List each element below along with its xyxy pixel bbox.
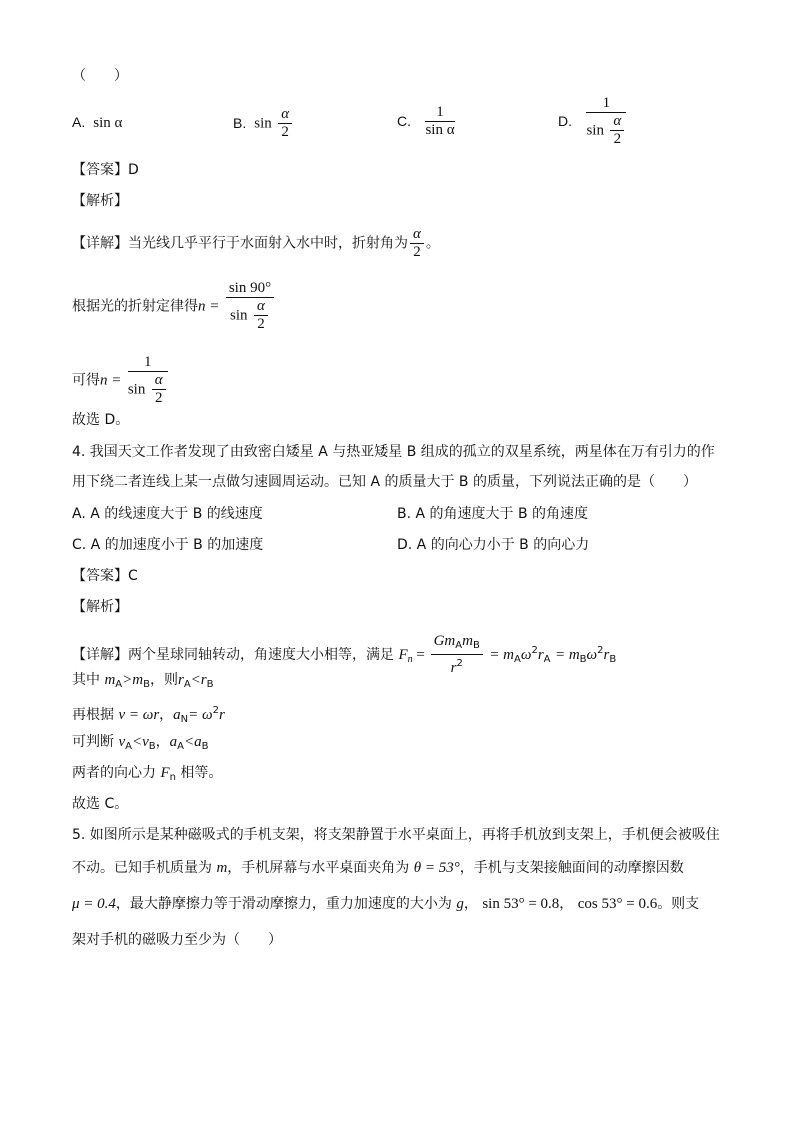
q3-detail-2: 根据光的折射定律得n = sin 90° sin $\frac{\alpha}{2}$: [72, 280, 276, 333]
q5-stem-line-4: 架对手机的磁吸力至少为（ ）: [72, 932, 282, 948]
q4-detail-5: 两者的向心力 $F_n$ 相等。: [72, 765, 223, 783]
q3-detail-1: 【详解】当光线几乎平行于水面射入水中时，折射角为 $\frac{\alpha}{2}$ 。: [72, 226, 440, 260]
q5-stem-line-2: 不动。已知手机质量为 m，手机屏幕与水平桌面夹角为 θ = 53°，手机与支架接触面间的动摩擦因数: [72, 860, 684, 876]
q4-analysis-tag: 【解析】: [72, 599, 128, 615]
q3-option-b: B. sin $\frac{\alpha}{2}$: [233, 106, 294, 141]
q4-stem-line-2: 用下绕二者连线上某一点做匀速圆周运动。已知 A 的质量大于 B 的质量，下列说法正确的是（ ）: [72, 474, 697, 490]
q4-detail-4: 可判断 $v_A<v_B$，$a_A<a_B$: [72, 734, 209, 752]
q3-option-a: A. sin α: [72, 114, 123, 131]
q5-stem-line-1: 5. 如图所示是某种磁吸式的手机支架，将支架静置于水平桌面上，再将手机放到支架上，手机便会被吸住: [72, 827, 720, 843]
q4-detail-3: 再根据 v = ωr，$a_N= \omega^2r$: [72, 705, 225, 725]
q4-option-a: A. A 的线速度大于 B 的线速度: [72, 506, 263, 522]
q4-detail-2: 其中 $m_A>m_B$，则$r_A<r_B$: [72, 672, 214, 690]
q4-stem-line-1: 4. 我国天文工作者发现了由致密白矮星 A 与热亚矮星 B 组成的孤立的双星系统，两星体在万有引力的作: [72, 444, 715, 460]
q4-conclusion: 故选 C。: [72, 796, 129, 812]
q3-option-d: D. 1 sin $\frac{\alpha}{2}$: [558, 95, 628, 148]
q5-stem-line-3: μ = 0.4，最大静摩擦力等于滑动摩擦力，重力加速度的大小为 g， sin 53° = 0.8， cos 53° = 0.6。则支: [72, 896, 700, 912]
q3-analysis-tag: 【解析】: [72, 193, 128, 209]
q3-paren: （ ）: [72, 68, 128, 84]
q4-option-c: C. A 的加速度小于 B 的加速度: [72, 537, 264, 553]
q4-detail-1: 【详解】两个星球同轴转动，角速度大小相等，满足 $F_n$ = $\frac{Gm_Am_B}{r^2}$ = $m_A\omega^2r_A = m_B\omega^2r_B$: [72, 633, 617, 676]
q4-answer: 【答案】C: [72, 568, 138, 584]
q3-option-c: C. $\frac{1}{\text{sin α}}$: [397, 104, 455, 138]
q3-answer: 【答案】D: [72, 162, 139, 178]
q3-conclusion: 故选 D。: [72, 412, 130, 428]
q3-detail-3: 可得n = 1 sin $\frac{\alpha}{2}$: [72, 354, 170, 407]
q4-option-b: B. A 的角速度大于 B 的角速度: [397, 506, 589, 522]
q4-option-d: D. A 的向心力小于 B 的向心力: [397, 537, 590, 553]
